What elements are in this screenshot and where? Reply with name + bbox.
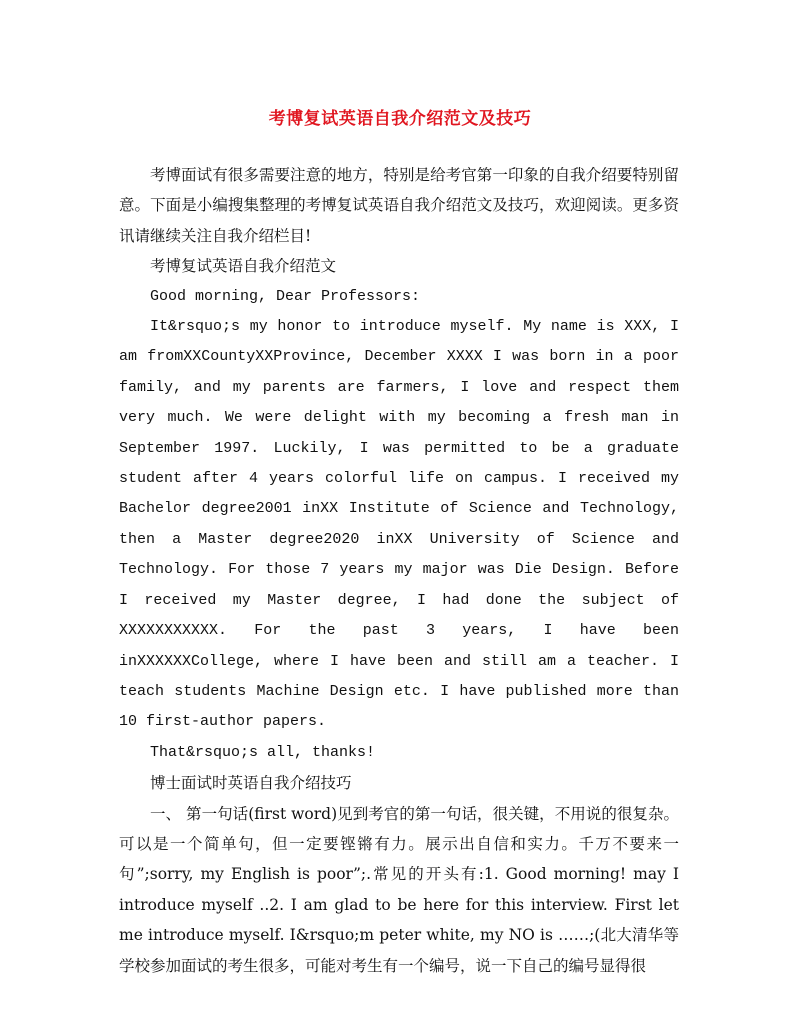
tips-paragraph: 一、 第一句话(first word)见到考官的第一句话，很关键，不用说的很复杂。可以是一个简单句，但一定要铿锵有力。展示出自信和实力。千万不要来一句”;sorry, my English is poor”;.常见的开头有:1. Good morning! may I introduce myself ..2. I am glad to be here for this interview. First let me introduce myself. I&rsquo;m peter white, my NO is ……;(北大清华等学校参加面试的考生很多，可能对考生有一个编号，说一下自己的编号显得很 xyxy=(119,804,679,975)
greeting-paragraph: Good morning, Dear Professors: xyxy=(150,287,421,305)
intro-paragraph: 考博面试有很多需要注意的地方，特别是给考官第一印象的自我介绍要特别留意。下面是小编搜集整理的考博复试英语自我介绍范文及技巧，欢迎阅读。更多资讯请继续关注自我介绍栏目! xyxy=(119,166,679,245)
document-body xyxy=(119,160,679,981)
section-heading-tips: 博士面试时英语自我介绍技巧 xyxy=(150,774,352,793)
document-title: 考博复试英语自我介绍范文及技巧 xyxy=(268,109,532,129)
section-heading-sample: 考博复试英语自我介绍范文 xyxy=(150,257,337,276)
closing-paragraph: That&rsquo;s all, thanks! xyxy=(150,743,376,761)
sample-paragraph: It&rsquo;s my honor to introduce myself. My name is XXX, I am fromXXCountyXXProvince, December XXXX I was born in a poor family, and my parents are farmers, I love and respect them very much. We were delight with my becoming a fresh man in September 1997. Luckily, I was permitted to be a graduate student after 4 years colorful life on campus. I received my Bachelor degree2001 inXX Institute of Science and Technology, then a Master degree2020 inXX University of Science and Technology. For those 7 years my major was Die Design. Before I received my Master degree, I had done the subject of XXXXXXXXXXX. For the past 3 years, I have been inXXXXXXCollege, where I have been and still am a teacher. I teach students Machine Design etc. I have published more than 10 first-author papers. xyxy=(119,318,679,731)
